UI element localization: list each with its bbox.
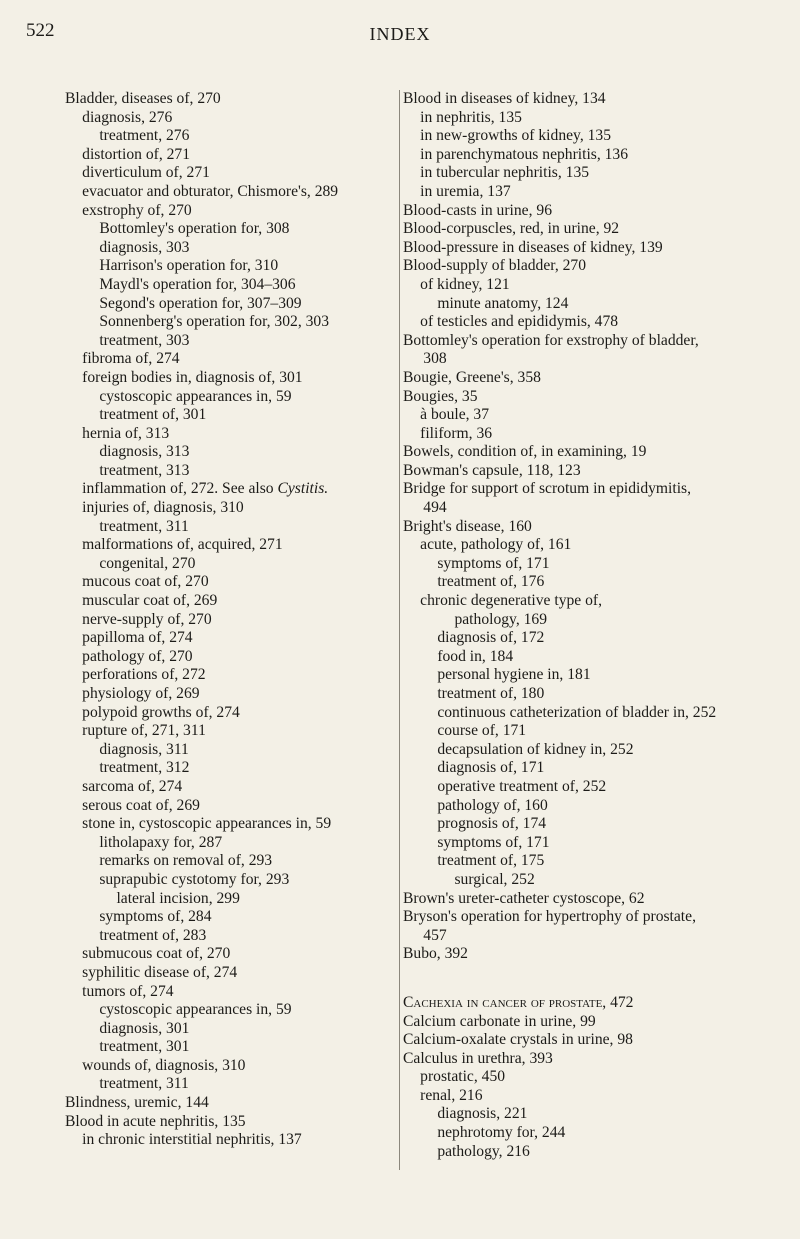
index-entry <box>82 629 380 648</box>
index-entry <box>437 722 718 741</box>
index-entry <box>65 1094 380 1113</box>
index-entry <box>437 815 718 834</box>
index-entry-text: physiology of, 269 <box>82 685 200 702</box>
index-entry-text: cystoscopic appearances in, 59 <box>99 1001 292 1019</box>
index-entry-text: treatment, 313 <box>99 461 190 479</box>
index-entry <box>82 164 380 183</box>
index-entry <box>437 629 718 648</box>
index-entry-text: Calcium carbonate in urine, 99 <box>403 1012 596 1030</box>
index-entry <box>403 220 718 239</box>
index-entry <box>437 834 718 853</box>
index-entry <box>99 257 380 276</box>
index-entry <box>82 778 380 797</box>
section-gap <box>403 964 718 994</box>
index-entry-text: treatment, 311 <box>99 517 189 535</box>
index-entry <box>420 1068 718 1087</box>
index-entry <box>403 90 718 109</box>
index-entry-text: Bowels, condition of, in examining, 19 <box>403 443 647 461</box>
index-entry-text: Blood-casts in urine, 96 <box>403 201 552 219</box>
index-entry <box>65 90 380 109</box>
index-entry-text: Segond's operation for, 307–309 <box>99 294 302 312</box>
index-entry-text: lateral incision, 299 <box>116 889 240 907</box>
index-entry-text: pathology, 216 <box>437 1142 530 1160</box>
index-entry-text: Bladder, diseases of, 270 <box>65 90 221 107</box>
index-entry <box>116 890 380 909</box>
index-entry <box>82 183 380 202</box>
index-entry-text: submucous coat of, 270 <box>82 945 231 963</box>
index-entry-text: polypoid growths of, 274 <box>82 703 240 721</box>
cross-reference: Cystitis. <box>277 480 329 498</box>
index-entry <box>99 239 380 258</box>
index-entry <box>437 1143 718 1162</box>
index-entry-text: diagnosis of, 171 <box>437 759 545 777</box>
index-entry-text: syphilitic disease of, 274 <box>82 963 238 981</box>
index-entry <box>99 443 380 462</box>
index-entry-text: minute anatomy, 124 <box>437 294 569 312</box>
index-entry-text: remarks on removal of, 293 <box>99 852 273 870</box>
index-entry <box>437 704 718 723</box>
index-entry <box>82 109 380 128</box>
index-entry <box>82 1131 380 1150</box>
index-entry <box>82 1057 380 1076</box>
index-entry <box>99 276 380 295</box>
index-entry-text: symptoms of, 171 <box>437 833 550 851</box>
index-entry-text: treatment of, 175 <box>437 852 545 870</box>
index-entry <box>403 518 718 537</box>
index-entry <box>403 388 718 407</box>
index-entry <box>420 425 718 444</box>
index-entry <box>420 406 718 425</box>
index-entry-text: foreign bodies in, diagnosis of, 301 <box>82 368 303 386</box>
index-entry <box>437 1124 718 1143</box>
index-entry-text: wounds of, diagnosis, 310 <box>82 1056 246 1074</box>
index-entry <box>403 257 718 276</box>
index-entry-text: filiform, 36 <box>420 424 493 442</box>
index-entry-text: Bougie, Greene's, 358 <box>403 368 541 386</box>
index-entry <box>437 666 718 685</box>
index-entry-text: nerve-supply of, 270 <box>82 610 212 628</box>
index-entry <box>99 406 380 425</box>
index-entry-text: congenital, 270 <box>99 554 196 572</box>
index-entry-text: perforations of, 272 <box>82 666 206 684</box>
index-entry <box>82 480 380 499</box>
index-entry-text: diagnosis, 221 <box>437 1105 528 1123</box>
index-entry <box>99 313 380 332</box>
page-number: 522 <box>26 20 55 41</box>
index-entry <box>99 295 380 314</box>
index-entry <box>403 239 718 258</box>
index-entry <box>99 518 380 537</box>
index-entry <box>82 146 380 165</box>
index-entry <box>82 648 380 667</box>
index-entry-text: Blood-corpuscles, red, in urine, 92 <box>403 220 620 238</box>
index-entry <box>82 685 380 704</box>
index-entry-text: Brown's ureter-catheter cystoscope, 62 <box>403 889 645 907</box>
index-entry <box>99 1075 380 1094</box>
index-entry <box>82 499 380 518</box>
index-entry <box>99 1001 380 1020</box>
index-entry <box>82 573 380 592</box>
index-entry <box>99 388 380 407</box>
index-entry-text: hernia of, 313 <box>82 424 170 442</box>
index-entry <box>82 666 380 685</box>
index-entry <box>65 1113 380 1132</box>
index-entry <box>99 332 380 351</box>
index-entry-text: exstrophy of, 270 <box>82 201 192 219</box>
index-entry-text: diverticulum of, 271 <box>82 164 210 182</box>
index-entry <box>403 945 718 964</box>
index-entry <box>82 797 380 816</box>
index-entry <box>82 425 380 444</box>
index-entry-text: Calcium-oxalate crystals in urine, 98 <box>403 1031 633 1049</box>
index-entry-text: evacuator and obturator, Chismore's, 289 <box>82 182 339 200</box>
index-entry <box>420 146 718 165</box>
index-entry-text: Bubo, 392 <box>403 945 468 963</box>
index-entry <box>437 685 718 704</box>
index-entry <box>437 1105 718 1124</box>
index-entry-text: Blood-supply of bladder, 270 <box>403 257 587 275</box>
index-entry-text: prostatic, 450 <box>420 1068 506 1086</box>
index-entry-text: suprapubic cystotomy for, 293 <box>99 870 290 888</box>
index-entry-text: nephrotomy for, 244 <box>437 1124 566 1142</box>
index-entry-text: pathology, 169 <box>454 610 548 628</box>
index-entry <box>82 611 380 630</box>
index-entry-text: Bowman's capsule, 118, 123 <box>403 461 581 479</box>
index-entry <box>403 202 718 221</box>
index-entry-text: personal hygiene in, 181 <box>437 666 591 684</box>
index-entry-text: Blindness, uremic, 144 <box>65 1094 209 1112</box>
index-entry-text: Harrison's operation for, 310 <box>99 257 279 275</box>
index-entry-text: diagnosis, 303 <box>99 238 190 256</box>
index-entry-text: treatment, 301 <box>99 1038 190 1056</box>
index-entry-text: in uremia, 137 <box>420 182 511 200</box>
index-entry-text: Sonnenberg's operation for, 302, 303 <box>99 313 330 331</box>
index-entry-text: pathology of, 160 <box>437 796 548 814</box>
index-entry-text: mucous coat of, 270 <box>82 573 209 591</box>
index-entry <box>99 220 380 239</box>
running-head: INDEX <box>369 24 431 44</box>
index-entry-text: of kidney, 121 <box>420 275 510 293</box>
index-entry <box>99 555 380 574</box>
index-entry-text: surgical, 252 <box>454 870 535 888</box>
index-entry <box>99 1020 380 1039</box>
index-entry <box>420 1087 718 1106</box>
index-entry <box>82 592 380 611</box>
index-entry <box>82 945 380 964</box>
index-entry-text: Bottomley's operation for, 308 <box>99 220 290 238</box>
index-entry-text: muscular coat of, 269 <box>82 592 218 610</box>
index-entry-text: diagnosis, 276 <box>82 108 173 126</box>
index-entry-text: treatment of, 176 <box>437 573 545 591</box>
index-entry-text: Bryson's operation for hypertrophy of prostate, 457 <box>403 908 696 944</box>
index-entry-text: in tubercular nephritis, 135 <box>420 164 590 182</box>
index-entry <box>403 462 718 481</box>
index-entry-text: treatment, 303 <box>99 331 190 349</box>
index-entry-text: serous coat of, 269 <box>82 796 200 814</box>
index-entry-text: renal, 216 <box>420 1086 483 1104</box>
index-entry-text: Bridge for support of scrotum in epididymitis, 494 <box>403 480 692 517</box>
index-entry <box>82 350 380 369</box>
index-entry-text: tumors of, 274 <box>82 982 174 1000</box>
index-entry <box>99 462 380 481</box>
index-entry <box>420 164 718 183</box>
index-entry-text: sarcoma of, 274 <box>82 777 183 795</box>
index-entry-text: litholapaxy for, 287 <box>99 833 223 851</box>
index-entry-text: in parenchymatous nephritis, 136 <box>420 145 629 163</box>
index-entry-text: symptoms of, 284 <box>99 908 212 926</box>
index-column-left <box>65 90 380 1150</box>
index-entry-text: prognosis of, 174 <box>437 815 547 833</box>
index-entry-text: papilloma of, 274 <box>82 629 193 647</box>
index-entry-text: symptoms of, 171 <box>437 554 550 572</box>
index-entry-text: stone in, cystoscopic appearances in, 59 <box>82 815 332 833</box>
index-entry <box>99 1038 380 1057</box>
index-entry-text: Bottomley's operation for exstrophy of bladder, 308 <box>403 331 699 368</box>
index-entry-text: diagnosis of, 172 <box>437 629 545 647</box>
index-entry <box>82 369 380 388</box>
index-entry <box>99 127 380 146</box>
index-entry <box>420 109 718 128</box>
index-entry-text: in nephritis, 135 <box>420 108 522 126</box>
index-entry <box>437 648 718 667</box>
index-entry <box>403 369 718 388</box>
index-entry-text: diagnosis, 301 <box>99 1019 190 1037</box>
index-entry-text: Calculus in urethra, 393 <box>403 1049 553 1067</box>
index-entry-text: treatment, 276 <box>99 127 190 145</box>
index-entry <box>403 443 718 462</box>
index-entry-text: treatment of, 283 <box>99 926 207 944</box>
index-entry-text: rupture of, 271, 311 <box>82 722 206 740</box>
index-entry <box>99 852 380 871</box>
index-entry <box>420 276 718 295</box>
index-entry <box>403 890 718 909</box>
index-entry <box>437 797 718 816</box>
index-entry-text: Cachexia in cancer of prostate, 472 <box>403 993 634 1011</box>
index-entry-text: diagnosis, 313 <box>99 443 190 461</box>
index-entry <box>420 536 718 555</box>
index-entry <box>403 1050 718 1069</box>
index-entry-text: in new-growths of kidney, 135 <box>420 127 612 145</box>
index-entry <box>99 759 380 778</box>
index-entry <box>99 834 380 853</box>
index-entry-text: fibroma of, 274 <box>82 350 180 368</box>
index-entry-text: food in, 184 <box>437 647 514 665</box>
index-entry-text: Blood in diseases of kidney, 134 <box>403 90 606 107</box>
index-entry <box>82 202 380 221</box>
index-entry <box>437 295 718 314</box>
index-entry-text: in chronic interstitial nephritis, 137 <box>82 1131 302 1149</box>
index-entry <box>82 536 380 555</box>
index-entry <box>82 704 380 723</box>
index-entry-text: malformations of, acquired, 271 <box>82 536 283 554</box>
index-entry <box>437 759 718 778</box>
index-entry <box>437 573 718 592</box>
index-entry-text: Maydl's operation for, 304–306 <box>99 275 296 293</box>
index-entry <box>82 722 380 741</box>
index-entry-text: course of, 171 <box>437 722 527 740</box>
index-entry-text: distortion of, 271 <box>82 145 191 163</box>
index-entry <box>403 1013 718 1032</box>
index-entry <box>403 994 718 1013</box>
index-entry <box>420 313 718 332</box>
index-entry-text: Blood-pressure in diseases of kidney, 139 <box>403 238 663 256</box>
index-entry-text: of testicles and epididymis, 478 <box>420 313 619 331</box>
index-entry-text: treatment, 312 <box>99 759 190 777</box>
index-entry-text: Bougies, 35 <box>403 387 478 405</box>
index-entry <box>99 871 380 890</box>
index-entry-text: à boule, 37 <box>420 406 490 424</box>
index-entry-text: acute, pathology of, 161 <box>420 536 572 554</box>
index-entry-text: treatment, 311 <box>99 1075 189 1093</box>
index-entry-text: chronic degenerative type of, <box>420 592 602 610</box>
index-column-right <box>399 90 718 1170</box>
index-entry <box>420 127 718 146</box>
index-entry <box>403 480 718 517</box>
index-entry-text: treatment of, 180 <box>437 685 545 702</box>
index-entry-text: injuries of, diagnosis, 310 <box>82 499 244 517</box>
index-entry <box>437 555 718 574</box>
index-entry-text: inflammation of, 272. See also <box>82 480 274 498</box>
index-entry <box>99 741 380 760</box>
index-entry-text: treatment of, 301 <box>99 406 207 424</box>
index-entry <box>437 852 718 871</box>
index-entry <box>99 927 380 946</box>
index-entry <box>82 815 380 834</box>
index-entry-text: cystoscopic appearances in, 59 <box>99 387 292 405</box>
index-entry <box>454 871 718 890</box>
index-entry <box>420 592 718 611</box>
index-entry <box>403 332 718 369</box>
index-entry <box>82 964 380 983</box>
index-entry <box>82 983 380 1002</box>
index-entry <box>99 908 380 927</box>
index-entry <box>403 908 718 945</box>
index-entry-text: Bright's disease, 160 <box>403 517 532 535</box>
index-entry-text: pathology of, 270 <box>82 647 193 665</box>
index-entry <box>437 778 718 797</box>
index-entry <box>403 1031 718 1050</box>
index-entry <box>437 741 718 760</box>
index-entry <box>420 183 718 202</box>
index-entry-text: diagnosis, 311 <box>99 740 189 758</box>
index-entry-text: decapsulation of kidney in, 252 <box>437 740 634 758</box>
index-entry-text: Blood in acute nephritis, 135 <box>65 1112 246 1130</box>
index-entry-text: continuous catheterization of bladder in, 252 <box>437 703 717 721</box>
index-entry-text: operative treatment of, 252 <box>437 777 607 795</box>
index-entry <box>454 611 718 630</box>
